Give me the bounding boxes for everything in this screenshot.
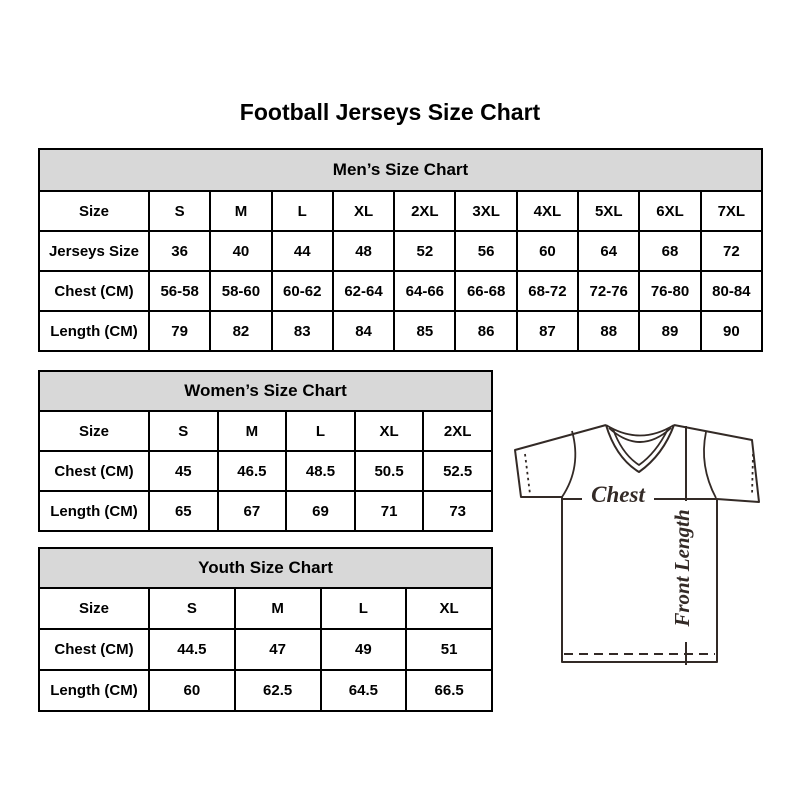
front-length-measure-label: Front Length xyxy=(670,509,694,627)
value-cell: L xyxy=(272,191,333,231)
value-cell: 82 xyxy=(210,311,271,351)
value-cell: 90 xyxy=(701,311,762,351)
value-cell: 36 xyxy=(149,231,210,271)
value-cell: 79 xyxy=(149,311,210,351)
table-title: Women’s Size Chart xyxy=(39,371,492,411)
table-row xyxy=(39,629,492,670)
value-cell: 76-80 xyxy=(639,271,700,311)
jersey-left-armhole-seam xyxy=(562,431,575,497)
table-grid xyxy=(38,148,763,352)
value-cell: 67 xyxy=(218,491,287,531)
value-cell: 66-68 xyxy=(455,271,516,311)
value-cell: L xyxy=(286,411,355,451)
row-label-cell: Length (CM) xyxy=(39,670,149,711)
table-header-row xyxy=(39,371,492,411)
value-cell: 60-62 xyxy=(272,271,333,311)
value-cell: 68 xyxy=(639,231,700,271)
jersey-collar-inner-v xyxy=(613,429,668,465)
value-cell: L xyxy=(321,588,407,629)
value-cell: 72-76 xyxy=(578,271,639,311)
table-row xyxy=(39,411,492,451)
value-cell: 69 xyxy=(286,491,355,531)
value-cell: 4XL xyxy=(517,191,578,231)
value-cell: 60 xyxy=(149,670,235,711)
table-row xyxy=(39,271,762,311)
row-label-cell: Jerseys Size xyxy=(39,231,149,271)
table-row xyxy=(39,670,492,711)
value-cell: 51 xyxy=(406,629,492,670)
value-cell: XL xyxy=(406,588,492,629)
value-cell: 86 xyxy=(455,311,516,351)
value-cell: 83 xyxy=(272,311,333,351)
value-cell: S xyxy=(149,588,235,629)
value-cell: S xyxy=(149,191,210,231)
table-row xyxy=(39,588,492,629)
value-cell: 47 xyxy=(235,629,321,670)
value-cell: 7XL xyxy=(701,191,762,231)
value-cell: 68-72 xyxy=(517,271,578,311)
value-cell: 46.5 xyxy=(218,451,287,491)
value-cell: 66.5 xyxy=(406,670,492,711)
value-cell: 48.5 xyxy=(286,451,355,491)
value-cell: 62.5 xyxy=(235,670,321,711)
value-cell: M xyxy=(235,588,321,629)
value-cell: 72 xyxy=(701,231,762,271)
value-cell: 88 xyxy=(578,311,639,351)
value-cell: 64.5 xyxy=(321,670,407,711)
value-cell: 85 xyxy=(394,311,455,351)
row-label-cell: Size xyxy=(39,588,149,629)
value-cell: 2XL xyxy=(394,191,455,231)
row-label-cell: Length (CM) xyxy=(39,491,149,531)
table-row xyxy=(39,231,762,271)
value-cell: 50.5 xyxy=(355,451,424,491)
table-row xyxy=(39,491,492,531)
value-cell: 45 xyxy=(149,451,218,491)
value-cell: 84 xyxy=(333,311,394,351)
row-label-cell: Size xyxy=(39,411,149,451)
value-cell: 58-60 xyxy=(210,271,271,311)
value-cell: M xyxy=(218,411,287,451)
row-label-cell: Chest (CM) xyxy=(39,451,149,491)
value-cell: 64-66 xyxy=(394,271,455,311)
table-title: Youth Size Chart xyxy=(39,548,492,588)
value-cell: 44 xyxy=(272,231,333,271)
value-cell: 65 xyxy=(149,491,218,531)
value-cell: 71 xyxy=(355,491,424,531)
value-cell: S xyxy=(149,411,218,451)
mens-size-table xyxy=(38,148,763,352)
table-grid xyxy=(38,370,493,532)
value-cell: 62-64 xyxy=(333,271,394,311)
table-header-row xyxy=(39,149,762,191)
page-title: Football Jerseys Size Chart xyxy=(239,99,541,125)
value-cell: 6XL xyxy=(639,191,700,231)
value-cell: 48 xyxy=(333,231,394,271)
table-title: Men’s Size Chart xyxy=(39,149,762,191)
value-cell: XL xyxy=(355,411,424,451)
jersey-right-cuff-dotted-seam xyxy=(752,454,753,496)
value-cell: 73 xyxy=(423,491,492,531)
value-cell: 2XL xyxy=(423,411,492,451)
table-row xyxy=(39,191,762,231)
value-cell: 64 xyxy=(578,231,639,271)
row-label-cell: Chest (CM) xyxy=(39,629,149,670)
value-cell: 89 xyxy=(639,311,700,351)
value-cell: 5XL xyxy=(578,191,639,231)
jersey-left-cuff-dotted-seam xyxy=(525,454,530,494)
table-row xyxy=(39,311,762,351)
value-cell: 40 xyxy=(210,231,271,271)
table-row xyxy=(39,451,492,491)
row-label-cell: Length (CM) xyxy=(39,311,149,351)
table-header-row xyxy=(39,548,492,588)
jersey-right-armhole-seam xyxy=(704,432,716,498)
value-cell: 56-58 xyxy=(149,271,210,311)
chest-measure-label: Chest xyxy=(591,482,645,507)
value-cell: XL xyxy=(333,191,394,231)
jersey-diagram xyxy=(500,398,776,678)
value-cell: 44.5 xyxy=(149,629,235,670)
womens-size-table xyxy=(38,370,493,532)
row-label-cell: Chest (CM) xyxy=(39,271,149,311)
value-cell: M xyxy=(210,191,271,231)
value-cell: 80-84 xyxy=(701,271,762,311)
row-label-cell: Size xyxy=(39,191,149,231)
value-cell: 3XL xyxy=(455,191,516,231)
value-cell: 49 xyxy=(321,629,407,670)
table-grid xyxy=(38,547,493,712)
value-cell: 52.5 xyxy=(423,451,492,491)
value-cell: 60 xyxy=(517,231,578,271)
value-cell: 87 xyxy=(517,311,578,351)
value-cell: 52 xyxy=(394,231,455,271)
value-cell: 56 xyxy=(455,231,516,271)
youth-size-table xyxy=(38,547,493,712)
